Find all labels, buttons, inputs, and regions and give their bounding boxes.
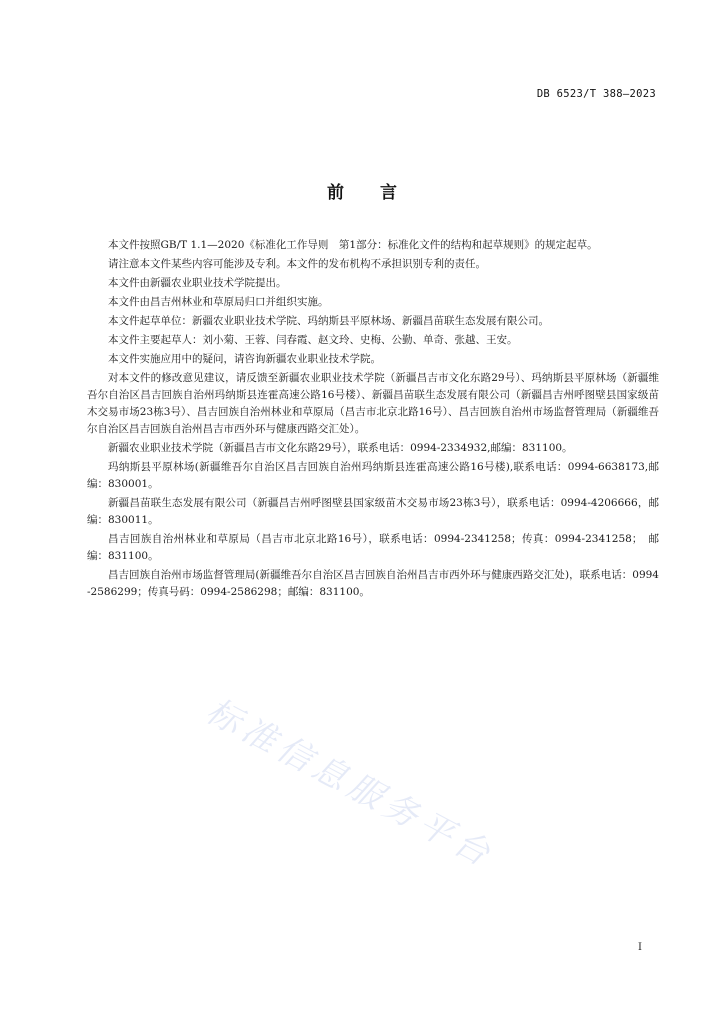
watermark: 标准信息服务平台 [199,691,501,877]
page-title: 前言 [327,183,433,203]
paragraph: 新疆农业职业技术学院（新疆昌吉市文化东路29号），联系电话：0994-2334932,邮编：831100。 [108,442,573,454]
paragraph: 昌吉回族自治州林业和草原局（昌吉市北京北路16号），联系电话：0994-2341258；传真：0994-2341258； 邮编：831100。 [87,533,659,562]
paragraph: 玛纳斯县平原林场(新疆维吾尔自治区昌吉回族自治州玛纳斯县连霍高速公路16号楼),联系电话：0994-6638173,邮编：830001。 [87,461,659,490]
paragraph: 昌吉回族自治州市场监督管理局(新疆维吾尔自治区昌吉回族自治州昌吉市西外环与健康西路交汇处)，联系电话：0994-2586299；传真号码：0994-2586298；邮编：831100。 [87,569,659,598]
paragraph: 本文件实施应用中的疑问，请咨询新疆农业职业技术学院。 [108,353,381,365]
page-number: I [638,942,642,953]
paragraph: 请注意本文件某些内容可能涉及专利。本文件的发布机构不承担识别专利的责任。 [108,258,486,270]
paragraph: 新疆昌苗联生态发展有限公司（新疆昌吉州呼图壁县国家级苗木交易市场23栋3号），联系电话：0994-4206666，邮编：830011。 [87,497,659,526]
paragraph: 本文件由新疆农业职业技术学院提出。 [108,277,287,289]
paragraph: 本文件起草单位：新疆农业职业技术学院、玛纳斯县平原林场、新疆昌苗联生态发展有限公司。 [108,315,549,327]
paragraph: 本文件按照GB/T 1.1—2020《标准化工作导则 第1部分：标准化文件的结构和起草规则》的规定起草。 [108,239,598,251]
paragraph: 本文件由昌吉州林业和草原局归口并组织实施。 [108,296,329,308]
foreword-body [87,237,659,603]
paragraph: 本文件主要起草人：刘小菊、王蓉、闫春霞、赵文玲、史梅、公勤、单奇、张越、王安。 [108,334,518,346]
paragraph: 对本文件的修改意见建议，请反馈至新疆农业职业技术学院（新疆昌吉市文化东路29号）、玛纳斯县平原林场（新疆维吾尔自治区昌吉回族自治州玛纳斯县连霍高速公路16号楼）、新疆昌苗联生态发展有限公司（新疆昌吉州呼图壁县国家级苗木交易市场23栋3号）、昌吉回族自治州林业和草原局（昌吉市北京北路16号）、昌吉回族自治州市场监督管理局（新疆维吾尔自治区昌吉回族自治州昌吉市西外环与健康西路交汇处）。 [87,372,659,435]
document-code: DB 6523/T 388—2023 [536,88,656,100]
